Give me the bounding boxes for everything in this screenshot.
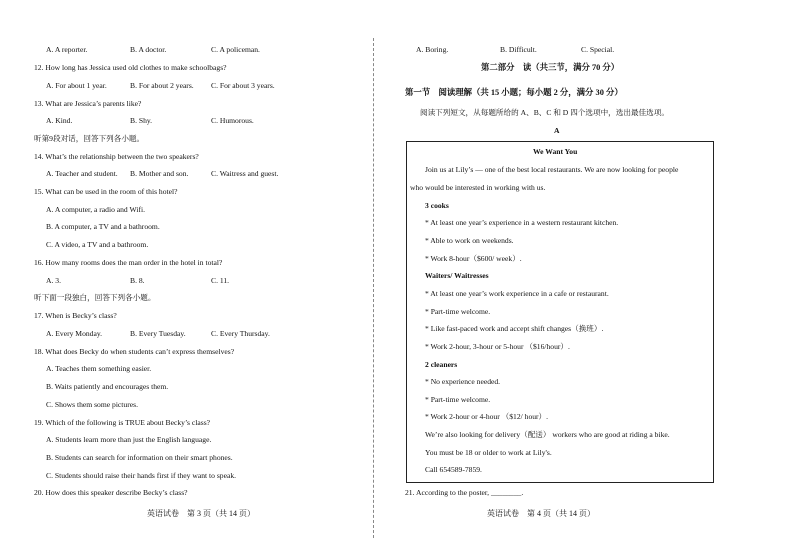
q11-option-b: B. A doctor.: [130, 45, 167, 54]
q19-question: 19. Which of the following is TRUE about Becky’s class?: [34, 418, 211, 427]
q14-option-b: B. Mother and son.: [130, 169, 189, 178]
q13-option-a: A. Kind.: [46, 116, 73, 125]
cleaners-item-2: * Part-time welcome.: [425, 395, 491, 404]
q14-question: 14. What’s the relationship between the two speakers?: [34, 152, 199, 161]
waiters-item-3: * Like fast-paced work and accept shift changes（换班）.: [425, 324, 604, 333]
q18-option-b: B. Waits patiently and encourages them.: [46, 382, 169, 391]
q15-option-c: C. A video, a TV and a bathroom.: [46, 240, 149, 249]
q12-option-a: A. For about 1 year.: [46, 81, 107, 90]
q19-option-b: B. Students can search for information on their smart phones.: [46, 453, 233, 462]
page-footer-left: 英语试卷 第 3 页（共 14 页）: [147, 509, 255, 518]
q15-option-b: B. A computer, a TV and a bathroom.: [46, 222, 160, 231]
phone-number: Call 654589-7859.: [425, 465, 482, 474]
part-2-heading: 第二部分 读（共三节，满分 70 分）: [481, 63, 620, 72]
q20-option-a: A. Boring.: [416, 45, 449, 54]
age-requirement: You must be 18 or older to work at Lily's.: [425, 448, 552, 457]
q18-question: 18. What does Becky do when students can’t express themselves?: [34, 347, 235, 356]
q15-question: 15. What can be used in the room of this hotel?: [34, 187, 178, 196]
q14-option-c: C. Waitress and guest.: [211, 169, 279, 178]
q13-option-b: B. Shy.: [130, 116, 153, 125]
q19-option-a: A. Students learn more than just the English language.: [46, 435, 212, 444]
q19-option-c: C. Students should raise their hands first if they want to speak.: [46, 471, 237, 480]
cooks-item-2: * Able to work on weekends.: [425, 236, 514, 245]
cleaners-heading: 2 cleaners: [425, 360, 458, 369]
delivery-line: We’re also looking for delivery（配送） workers who are good at riding a bike.: [425, 430, 670, 439]
dialog-9-instruction: 听第9段对话，回答下列各小题。: [34, 134, 145, 143]
poster-title: We Want You: [533, 147, 578, 156]
q16-question: 16. How many rooms does the man order in the hotel in total?: [34, 258, 223, 267]
page-footer-right: 英语试卷 第 4 页（共 14 页）: [487, 509, 595, 518]
waiters-heading: Waiters/ Waitresses: [425, 271, 489, 280]
cooks-heading: 3 cooks: [425, 201, 449, 210]
q12-option-c: C. For about 3 years.: [211, 81, 275, 90]
q12-question: 12. How long has Jessica used old clothes to make schoolbags?: [34, 63, 227, 72]
q16-option-a: A. 3.: [46, 276, 61, 285]
column-divider: [373, 38, 374, 538]
q18-option-c: C. Shows them some pictures.: [46, 400, 138, 409]
poster-intro-line-2: who would be interested in working with us.: [410, 183, 546, 192]
q11-option-a: A. A reporter.: [46, 45, 88, 54]
q18-option-a: A. Teaches them something easier.: [46, 364, 152, 373]
q17-option-c: C. Every Thursday.: [211, 329, 270, 338]
cleaners-item-3: * Work 2-hour or 4-hour （$12/ hour）.: [425, 412, 549, 421]
q16-option-c: C. 11.: [211, 276, 230, 285]
q15-option-a: A. A computer, a radio and Wifi.: [46, 205, 145, 214]
monologue-instruction: 听下面一段独白，回答下列各小题。: [34, 293, 156, 302]
section-1-heading: 第一节 阅读理解（共 15 小题；每小题 2 分，满分 30 分）: [405, 88, 623, 97]
q11-option-c: C. A policeman.: [211, 45, 260, 54]
q20-option-b: B. Difficult.: [500, 45, 537, 54]
waiters-item-4: * Work 2-hour, 3-hour or 5-hour （$16/hour）.: [425, 342, 570, 351]
q17-question: 17. When is Becky’s class?: [34, 311, 117, 320]
poster-intro-line-1: Join us at Lily’s — one of the best local restaurants. We are now looking for people: [425, 165, 679, 174]
cooks-item-3: * Work 8-hour（$600/ week）.: [425, 254, 522, 263]
cooks-item-1: * At least one year’s experience in a western restaurant kitchen.: [425, 218, 619, 227]
q17-option-a: A. Every Monday.: [46, 329, 103, 338]
q20-question: 20. How does this speaker describe Becky’s class?: [34, 488, 188, 497]
q17-option-b: B. Every Tuesday.: [130, 329, 186, 338]
waiters-item-1: * At least one year’s work experience in a cafe or restaurant.: [425, 289, 609, 298]
q20-option-c: C. Special.: [581, 45, 615, 54]
reading-instruction: 阅读下列短文，从每题所给的 A、B、C 和 D 四个选项中，选出最佳选项。: [420, 108, 669, 117]
q21-question: 21. According to the poster, ________.: [405, 488, 524, 497]
cleaners-item-1: * No experience needed.: [425, 377, 501, 386]
q13-question: 13. What are Jessica’s parents like?: [34, 99, 142, 108]
q14-option-a: A. Teacher and student.: [46, 169, 118, 178]
q12-option-b: B. For about 2 years.: [130, 81, 194, 90]
q13-option-c: C. Humorous.: [211, 116, 254, 125]
q16-option-b: B. 8.: [130, 276, 145, 285]
passage-letter: A: [554, 126, 560, 135]
waiters-item-2: * Part-time welcome.: [425, 307, 491, 316]
